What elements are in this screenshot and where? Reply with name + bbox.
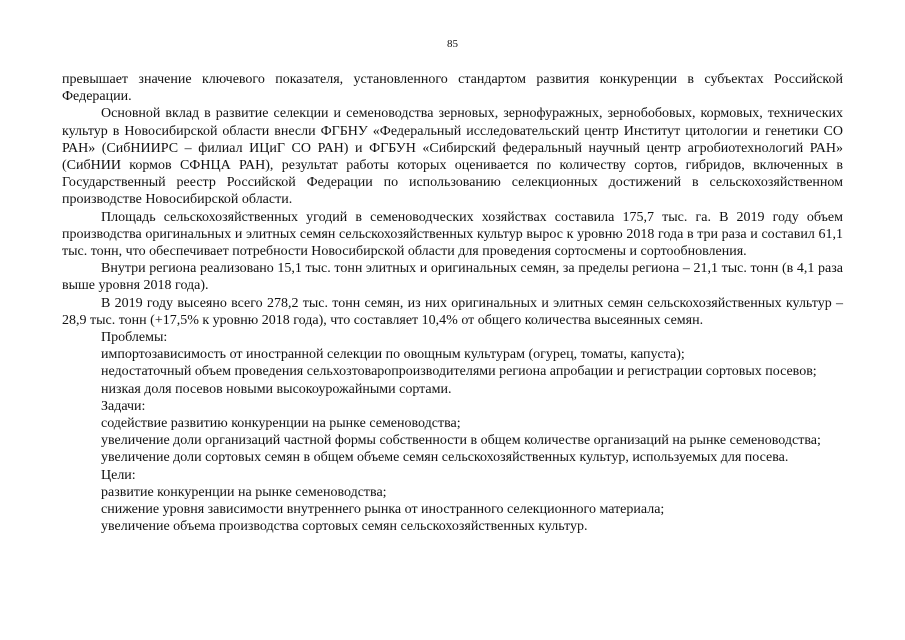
paragraph: Цели:	[101, 467, 136, 483]
paragraph: Внутри региона реализовано 15,1 тыс. тонн элитных и оригинальных семян, за пределы региона – 21,1 тыс. тонн (в 4,1 раза выше уровня 2018 года).	[62, 261, 843, 294]
document-body	[62, 71, 843, 535]
paragraph: недостаточный объем проведения сельхозтоваропроизводителями региона апробации и регистрации сортовых посевов;	[101, 364, 817, 380]
paragraph: увеличение доли организаций частной формы собственности в общем количестве организаций на рынке семеноводства;	[101, 433, 821, 449]
paragraph: развитие конкуренции на рынке семеноводства;	[101, 484, 387, 500]
paragraph: превышает значение ключевого показателя, установленного стандартом развития конкуренции в субъектах Российской Федерации.	[62, 72, 843, 105]
paragraph: Проблемы:	[101, 330, 168, 346]
paragraph: Площадь сельскохозяйственных угодий в семеноводческих хозяйствах составила 175,7 тыс. га. В 2019 году объем производства оригинальных и элитных семян сельскохозяйственных культур вырос к уровню 2018 года в три раза и составил 61,1 тыс. тонн, что обеспечивает потребности Новосибирской области для проведения сортосмены и сортообновления.	[62, 209, 843, 260]
paragraph: низкая доля посевов новыми высокоурожайными сортами.	[101, 381, 452, 397]
paragraph: содействие развитию конкуренции на рынке семеноводства;	[101, 416, 461, 432]
paragraph: В 2019 году высеяно всего 278,2 тыс. тонн семян, из них оригинальных и элитных семян сельскохозяйственных культур – 28,9 тыс. тонн (+17,5% к уровню 2018 года), что составляет 10,4% от общего количества высеянных семян.	[62, 295, 843, 328]
paragraph: увеличение объема производства сортовых семян сельскохозяйственных культур.	[101, 519, 588, 535]
paragraph: увеличение доли сортовых семян в общем объеме семян сельскохозяйственных культур, используемых для посева.	[101, 450, 789, 466]
paragraph: снижение уровня зависимости внутреннего рынка от иностранного селекционного материала;	[101, 502, 665, 518]
paragraph: Задачи:	[101, 398, 146, 414]
paragraph: импортозависимость от иностранной селекции по овощным культурам (огурец, томаты, капуста);	[101, 347, 685, 363]
paragraph: Основной вклад в развитие селекции и семеноводства зерновых, зернофуражных, зернобобовых, кормовых, технических культур в Новосибирской области внесли ФГБНУ «Федеральный исследовательский центр Институт цитологии и генетики СО РАН» (СибНИИРС – филиал ИЦиГ СО РАН) и ФГБУН «Сибирский федеральный научный центр агробиотехнологий РАН» (СибНИИ кормов СФНЦА РАН), результат работы которых оценивается по количеству сортов, гибридов, включенных в Государственный реестр Российской Федерации по использованию селекционных достижений в сельскохозяйственном производстве Новосибирской области.	[62, 106, 843, 208]
page-number: 85	[447, 38, 458, 50]
